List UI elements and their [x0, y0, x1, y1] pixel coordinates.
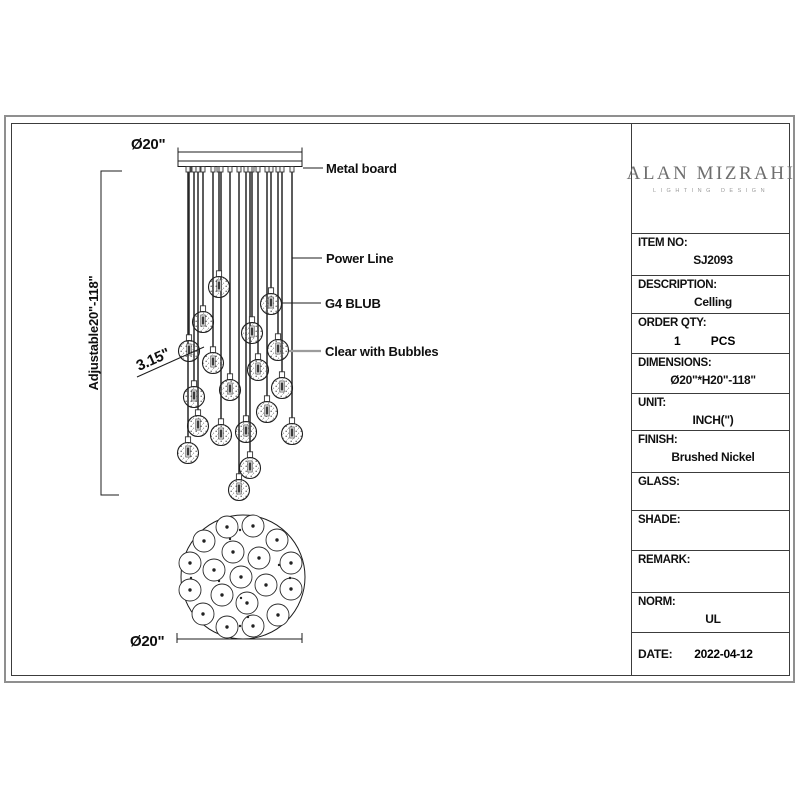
board-connector	[244, 167, 248, 173]
board-connector	[201, 167, 205, 173]
bulb-socket	[191, 381, 196, 387]
bottom-diameter-label: Ø20"	[130, 633, 165, 650]
top-view-mount-dot	[218, 580, 220, 582]
top-view-light-center	[201, 612, 204, 615]
dimensions-value: Ø20"*H20"-118"	[670, 373, 756, 387]
dimensions-label: DIMENSIONS:	[638, 357, 712, 369]
date-value: 2022-04-12	[694, 647, 753, 661]
brand-tagline: LIGHTING DESIGN	[652, 187, 770, 194]
board-connector	[237, 167, 241, 173]
spec-row-remark	[632, 550, 790, 592]
power-line-callout	[292, 251, 393, 266]
board-connector	[280, 167, 284, 173]
bulb-socket	[243, 416, 248, 422]
order-qty-unit: PCS	[710, 334, 736, 348]
bulb-socket	[249, 317, 254, 323]
bulb-socket	[255, 354, 260, 360]
bulb-socket	[185, 437, 190, 443]
top-view-mount-dot	[239, 625, 241, 627]
bulb-socket	[268, 288, 273, 294]
adjustable-height-label: Adjustable20"-118"	[86, 275, 101, 391]
finish-value: Brushed Nickel	[671, 450, 755, 464]
top-view-light-center	[188, 588, 191, 591]
board-connector	[276, 167, 280, 173]
top-view-light-center	[245, 601, 248, 604]
adjustable-height-dimension	[86, 171, 122, 495]
g4-bulb-filament	[245, 427, 247, 435]
description-label: DESCRIPTION:	[638, 279, 717, 291]
item-no-value: SJ2093	[693, 253, 733, 267]
item-no-label: ITEM NO:	[638, 237, 688, 249]
top-view-light-center	[231, 550, 234, 553]
norm-label: NORM:	[638, 596, 676, 608]
board-connector	[248, 167, 252, 173]
spec-row-shade	[632, 510, 790, 550]
top-view-mount-dot	[229, 538, 231, 540]
remark-label: REMARK:	[638, 554, 691, 566]
g4-bulb-filament	[188, 346, 190, 354]
top-view-light-center	[251, 524, 254, 527]
top-view-light-center	[212, 568, 215, 571]
bulb-socket	[186, 335, 191, 341]
top-view-light-center	[276, 613, 279, 616]
board-connector	[211, 167, 215, 173]
spec-row-unit	[632, 393, 790, 430]
g4-bulb-filament	[202, 317, 204, 325]
g4-bulb-filament	[238, 485, 240, 493]
brand-name: ALAN MIZRAHI	[626, 162, 796, 184]
g4-bulb-filament	[266, 407, 268, 415]
top-view-light-center	[220, 593, 223, 596]
g4-bulb-filament	[197, 421, 199, 429]
board-connector	[196, 167, 200, 173]
g4-bulb-filament	[193, 392, 195, 400]
top-view-mount-dot	[289, 577, 291, 579]
bottom-diameter-dimension	[130, 633, 302, 650]
top-view-light-center	[188, 561, 191, 564]
metal-board-plate	[178, 161, 302, 167]
metal-board-label: Metal board	[326, 161, 397, 176]
top-view-light-center	[225, 525, 228, 528]
g4-bulb-filament	[291, 429, 293, 437]
glass-label: GLASS:	[638, 476, 680, 488]
metal-board-callout	[303, 161, 397, 176]
spec-row-dimensions	[632, 353, 790, 393]
bulb-socket	[236, 474, 241, 480]
top-view-light-center	[239, 575, 242, 578]
board-connector	[269, 167, 273, 173]
bulb-socket	[289, 418, 294, 424]
board-connector	[219, 167, 223, 173]
power-line-label: Power Line	[326, 251, 394, 266]
bulb-socket	[264, 396, 269, 402]
g4-bulb-callout	[282, 296, 381, 311]
top-view-light-center	[275, 538, 278, 541]
spec-row-glass	[632, 472, 790, 510]
bulb-socket	[279, 372, 284, 378]
spec-table	[626, 123, 796, 676]
top-view-mount-dot	[240, 597, 242, 599]
g4-bulb-filament	[218, 282, 220, 290]
unit-value: INCH(")	[692, 413, 734, 427]
top-view-light-center	[264, 583, 267, 586]
bulb-socket	[247, 452, 252, 458]
bulb-socket	[227, 374, 232, 380]
brand-logo	[626, 123, 796, 233]
top-view-light-center	[289, 587, 292, 590]
date-label: DATE:	[638, 647, 673, 661]
spec-row-order-qty	[632, 313, 790, 353]
top-view-mount-dot	[247, 616, 249, 618]
spec-row-item-no	[632, 233, 790, 275]
g4-bulb-filament	[249, 463, 251, 471]
board-connector	[290, 167, 294, 173]
g4-bulb-filament	[220, 430, 222, 438]
g4-bulb-filament	[212, 358, 214, 366]
g4-bulb-filament	[251, 328, 253, 336]
bulb-socket	[216, 271, 221, 277]
top-view-mount-dot	[190, 577, 192, 579]
bulb-socket	[195, 410, 200, 416]
top-view-light-center	[202, 539, 205, 542]
top-view-light-center	[225, 625, 228, 628]
g4-bulb-filament	[277, 345, 279, 353]
board-connector	[192, 167, 196, 173]
board-connector	[228, 167, 232, 173]
clear-bubbles-callout	[289, 344, 438, 359]
g4-bulb-label: G4 BLUB	[325, 296, 381, 311]
top-diameter-dimension	[131, 136, 302, 161]
description-value: Celling	[694, 295, 732, 309]
g4-bulb-filament	[187, 448, 189, 456]
bulb-socket	[200, 306, 205, 312]
top-diameter-label: Ø20"	[131, 136, 166, 153]
spec-row-date	[632, 632, 790, 675]
board-connector	[265, 167, 269, 173]
top-view-light-center	[257, 556, 260, 559]
order-qty-value-line	[638, 334, 788, 348]
ball-diameter-label: 3.15"	[133, 344, 173, 375]
top-view-light-center	[251, 624, 254, 627]
bulb-socket	[218, 419, 223, 425]
finish-label: FINISH:	[638, 434, 678, 446]
bulb-socket	[210, 347, 215, 353]
norm-value: UL	[705, 612, 721, 626]
board-connector	[256, 167, 260, 173]
spec-row-description	[632, 275, 790, 313]
top-view-mount-dot	[239, 529, 241, 531]
spec-row-norm	[632, 592, 790, 632]
order-qty-value: 1	[674, 334, 681, 348]
shade-label: SHADE:	[638, 514, 681, 526]
bulb-socket	[275, 334, 280, 340]
top-view-light-center	[289, 561, 292, 564]
top-view-mount-dot	[278, 564, 280, 566]
order-qty-label: ORDER QTY:	[638, 317, 707, 329]
g4-bulb-filament	[270, 299, 272, 307]
pendant-fixture-group	[178, 167, 303, 501]
g4-bulb-filament	[281, 383, 283, 391]
clear-bubbles-label: Clear with Bubbles	[325, 344, 439, 359]
top-view-lights-group	[179, 515, 302, 638]
g4-bulb-filament	[229, 385, 231, 393]
spec-row-finish	[632, 430, 790, 472]
g4-bulb-filament	[257, 365, 259, 373]
unit-label: UNIT:	[638, 397, 666, 409]
board-connector	[186, 167, 190, 173]
